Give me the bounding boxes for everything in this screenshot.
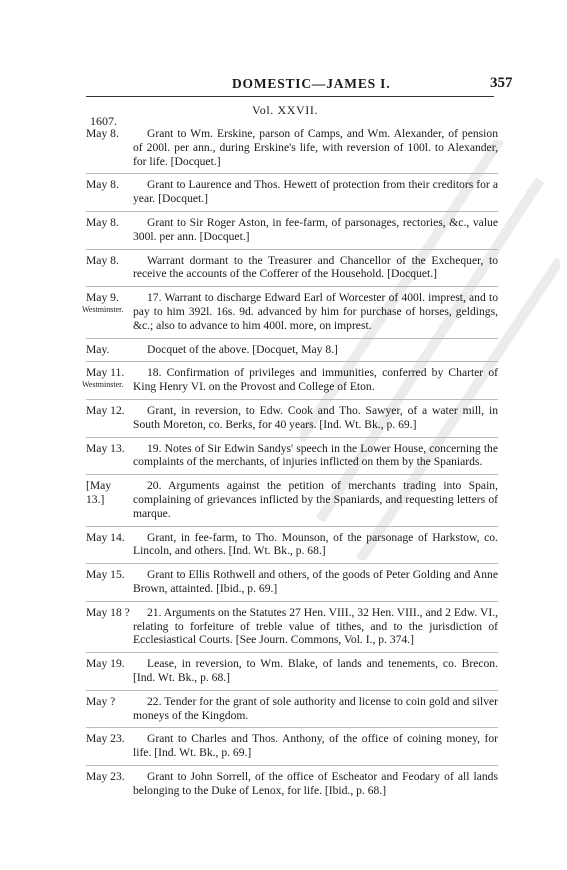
calendar-entry [86, 123, 498, 174]
entry-date-text: May 12. [86, 403, 125, 417]
running-title: DOMESTIC—JAMES I. [232, 76, 391, 91]
volume-heading: Vol. XXVII. [252, 103, 319, 117]
entry-text: 21. Arguments on the Statutes 27 Hen. VIII., 32 Hen. VIII., and 2 Edw. VI., relating to forfeiture of treble value of tithes, and to the jurisdiction of Ecclesiastical Courts. [See Journ. Commons, Vol. I., p. 374.] [133, 605, 498, 647]
calendar-entry [86, 564, 498, 602]
entry-date-text: May 18 ? [86, 605, 130, 619]
entry-date [86, 404, 132, 418]
entry-text: Grant, in fee-farm, to Tho. Mounson, of the parsonage of Harkstow, co. Lincoln, and others. [Ind. Wt. Bk., p. 68.] [133, 530, 498, 558]
entry-text: Grant to Charles and Thos. Anthony, of the office of coining money, for life. [Ind. Wt. Bk., p. 69.] [133, 732, 498, 760]
entry-date-text: May 8. [86, 127, 119, 140]
entry-place: Westminster. [82, 380, 124, 390]
entry-text: Docquet of the above. [Docquet, May 8.] [147, 342, 338, 356]
entry-date [86, 127, 132, 141]
entry-date-text: May 8. [86, 215, 119, 229]
entry-text: 17. Warrant to discharge Edward Earl of Worcester of 400l. imprest, and to pay to him 392l. 16s. 9d. advanced by him for purchase of horses, geldings, &c.; also to advance to him 400l. more, on imprest. [133, 291, 498, 332]
entry-date-text: May 9. [86, 291, 119, 305]
entry-text: Grant to John Sorrell, of the office of Escheator and Feodary of all lands belonging to the Duke of Lenox, for life. [Ibid., p. 68.] [133, 769, 498, 797]
year-label: 1607. [90, 114, 117, 128]
entry-date-text: May 23. [86, 732, 125, 746]
entry-text: Grant to Wm. Erskine, parson of Camps, and Wm. Alexander, of pension of 200l. per ann., during Erskine's life, with reversion of 100l. to Alexander, for life. [Docquet.] [133, 127, 498, 168]
entry-text: Grant to Sir Roger Aston, in fee-farm, of parsonages, rectories, &c., value 300l. per ann. [Docquet.] [133, 215, 498, 243]
calendar-entry [82, 362, 498, 400]
entry-date-text: May 15. [86, 568, 125, 582]
calendar-entry [86, 766, 498, 803]
calendar-entry [86, 438, 498, 476]
calendar-entry [86, 527, 498, 565]
entry-text: Warrant dormant to the Treasurer and Chancellor of the Exchequer, to receive the accounts of the Cofferer of the Household. [Docquet.] [133, 253, 498, 281]
page-header [0, 76, 567, 96]
calendar-entry [86, 653, 498, 691]
entry-text: Grant to Laurence and Thos. Hewett of protection from their creditors for a year. [Docquet.] [133, 178, 498, 206]
entry-text: 18. Confirmation of privileges and immunities, conferred by Charter of King Henry VI. on the Provost and College of Eton. [133, 366, 498, 394]
calendar-entry [82, 287, 498, 338]
entry-text: Grant to Ellis Rothwell and others, of the goods of Peter Golding and Anne Brown, attainted. [Ibid., p. 69.] [133, 568, 498, 595]
entry-date [86, 479, 132, 507]
calendar-entries [82, 123, 498, 802]
entry-date [86, 216, 132, 230]
calendar-entry [86, 475, 498, 526]
entry-date [86, 732, 132, 746]
entry-date [86, 531, 132, 545]
entry-text: 22. Tender for the grant of sole authority and license to coin gold and silver moneys of the Kingdom. [133, 694, 498, 722]
entry-date-text: May 19. [86, 657, 125, 671]
entry-date [86, 568, 132, 582]
entry-date-text: May. [86, 342, 110, 356]
entry-date-text: May 8. [86, 253, 119, 267]
entry-date [86, 657, 132, 671]
entry-date-text: May 8. [86, 178, 119, 192]
calendar-entry [86, 400, 498, 438]
entry-date [86, 695, 132, 709]
entry-date [86, 254, 132, 268]
calendar-entry [86, 212, 498, 250]
calendar-entry [86, 174, 498, 212]
entry-text: 19. Notes of Sir Edwin Sandys' speech in the Lower House, concerning the complaints of the merchants, of injuries inflicted on them by the Spaniards. [133, 441, 498, 469]
entry-date [86, 343, 132, 357]
entry-date-text: May 23. [86, 769, 125, 783]
entry-date [82, 291, 132, 314]
calendar-entry [86, 602, 498, 653]
entry-date-text: May ? [86, 694, 116, 708]
entry-date-text: May 13. [86, 441, 125, 455]
entry-text: Grant, in reversion, to Edw. Cook and Tho. Sawyer, of a water mill, in South Moreton, co. Berks, for 40 years. [Ind. Wt. Bk., p. 69.] [133, 403, 498, 431]
entry-date [82, 366, 132, 390]
entry-date-text: May 11. [86, 366, 125, 380]
page-number: 357 [490, 75, 513, 91]
entry-date [86, 770, 132, 784]
entry-date-text: [May 13.] [86, 479, 112, 506]
calendar-entry [86, 728, 498, 766]
entry-date [86, 178, 132, 192]
calendar-entry [86, 691, 498, 729]
entry-date-text: May 14. [86, 530, 125, 544]
entry-place: Westminster. [82, 304, 124, 314]
entry-text: 20. Arguments against the petition of merchants trading into Spain, complaining of grievances inflicted by the Spaniards, and requesting letters of marque. [133, 479, 498, 520]
entry-date [86, 442, 132, 456]
calendar-entry [86, 339, 498, 363]
entry-date [86, 606, 132, 620]
entry-text: Lease, in reversion, to Wm. Blake, of lands and tenements, co. Brecon. [Ind. Wt. Bk., p. 68.] [133, 657, 498, 684]
header-rule [86, 96, 494, 97]
calendar-entry [86, 250, 498, 288]
